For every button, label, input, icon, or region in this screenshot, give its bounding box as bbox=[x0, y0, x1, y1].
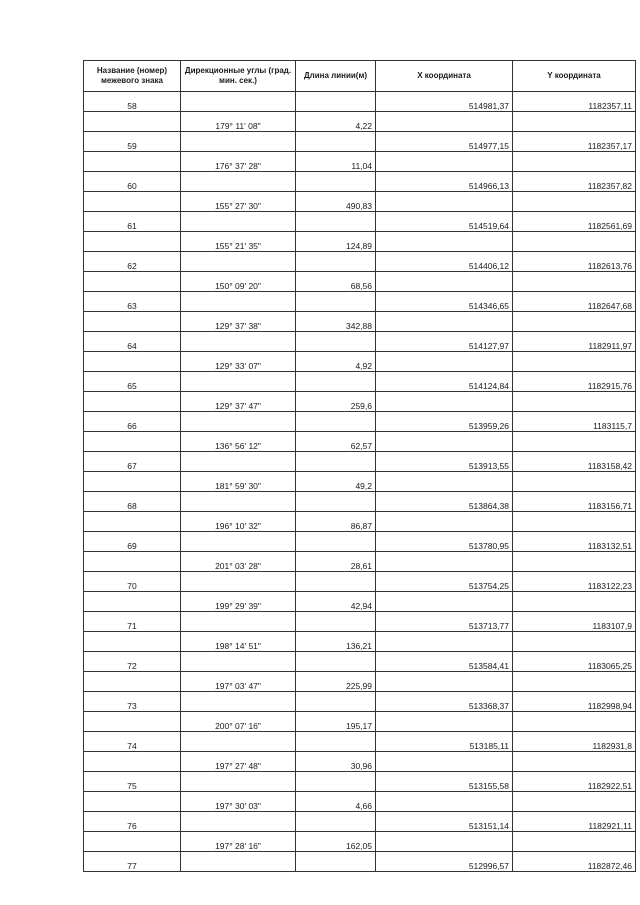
table-row bbox=[84, 732, 636, 752]
table-row bbox=[84, 652, 636, 672]
point-y: 1183115,7 bbox=[513, 412, 636, 432]
segment-angle: 155° 21' 35" bbox=[181, 232, 296, 252]
table-row bbox=[84, 312, 636, 332]
empty-cell bbox=[181, 212, 296, 232]
empty-cell bbox=[181, 252, 296, 272]
empty-cell bbox=[513, 392, 636, 412]
point-y: 1182922,51 bbox=[513, 772, 636, 792]
point-x: 514981,37 bbox=[376, 92, 513, 112]
empty-cell bbox=[376, 672, 513, 692]
point-x: 513780,95 bbox=[376, 532, 513, 552]
point-y: 1183107,9 bbox=[513, 612, 636, 632]
point-name: 71 bbox=[84, 612, 181, 632]
empty-cell bbox=[84, 832, 181, 852]
point-x: 514966,13 bbox=[376, 172, 513, 192]
segment-angle: 200° 07' 16" bbox=[181, 712, 296, 732]
point-y: 1183132,51 bbox=[513, 532, 636, 552]
table-row bbox=[84, 472, 636, 492]
empty-cell bbox=[513, 512, 636, 532]
segment-length: 68,56 bbox=[296, 272, 376, 292]
empty-cell bbox=[84, 472, 181, 492]
table-row bbox=[84, 132, 636, 152]
segment-length: 30,96 bbox=[296, 752, 376, 772]
empty-cell bbox=[84, 352, 181, 372]
table-row bbox=[84, 152, 636, 172]
empty-cell bbox=[513, 432, 636, 452]
empty-cell bbox=[296, 772, 376, 792]
empty-cell bbox=[513, 632, 636, 652]
point-x: 513959,26 bbox=[376, 412, 513, 432]
empty-cell bbox=[513, 112, 636, 132]
point-x: 514127,97 bbox=[376, 332, 513, 352]
segment-angle: 197° 03' 47" bbox=[181, 672, 296, 692]
point-y: 1182915,76 bbox=[513, 372, 636, 392]
empty-cell bbox=[513, 832, 636, 852]
table-row bbox=[84, 532, 636, 552]
empty-cell bbox=[296, 92, 376, 112]
point-y: 1182931,8 bbox=[513, 732, 636, 752]
point-x: 514977,15 bbox=[376, 132, 513, 152]
table-row bbox=[84, 552, 636, 572]
point-x: 513185,11 bbox=[376, 732, 513, 752]
empty-cell bbox=[296, 132, 376, 152]
point-y: 1183065,25 bbox=[513, 652, 636, 672]
empty-cell bbox=[181, 612, 296, 632]
empty-cell bbox=[84, 592, 181, 612]
empty-cell bbox=[513, 792, 636, 812]
point-name: 69 bbox=[84, 532, 181, 552]
empty-cell bbox=[296, 292, 376, 312]
empty-cell bbox=[181, 652, 296, 672]
empty-cell bbox=[181, 372, 296, 392]
table-row bbox=[84, 432, 636, 452]
empty-cell bbox=[513, 672, 636, 692]
table-row bbox=[84, 112, 636, 132]
segment-length: 86,87 bbox=[296, 512, 376, 532]
point-y: 1182921,11 bbox=[513, 812, 636, 832]
segment-length: 62,57 bbox=[296, 432, 376, 452]
table-row bbox=[84, 352, 636, 372]
point-y: 1182872,46 bbox=[513, 852, 636, 872]
point-y: 1182998,94 bbox=[513, 692, 636, 712]
table-row bbox=[84, 752, 636, 772]
point-name: 61 bbox=[84, 212, 181, 232]
empty-cell bbox=[181, 412, 296, 432]
segment-angle: 136° 56' 12" bbox=[181, 432, 296, 452]
table-row bbox=[84, 832, 636, 852]
table-row bbox=[84, 232, 636, 252]
empty-cell bbox=[84, 672, 181, 692]
header-length: Длина линии(м) bbox=[296, 61, 376, 92]
point-x: 514406,12 bbox=[376, 252, 513, 272]
table-row bbox=[84, 212, 636, 232]
empty-cell bbox=[296, 252, 376, 272]
empty-cell bbox=[84, 792, 181, 812]
empty-cell bbox=[84, 632, 181, 652]
empty-cell bbox=[296, 812, 376, 832]
empty-cell bbox=[181, 172, 296, 192]
point-y: 1183156,71 bbox=[513, 492, 636, 512]
empty-cell bbox=[296, 572, 376, 592]
point-x: 513713,77 bbox=[376, 612, 513, 632]
segment-angle: 176° 37' 28" bbox=[181, 152, 296, 172]
point-name: 73 bbox=[84, 692, 181, 712]
empty-cell bbox=[376, 392, 513, 412]
point-x: 512996,57 bbox=[376, 852, 513, 872]
empty-cell bbox=[181, 332, 296, 352]
empty-cell bbox=[376, 512, 513, 532]
table-row bbox=[84, 392, 636, 412]
point-y: 1182357,11 bbox=[513, 92, 636, 112]
segment-angle: 129° 37' 38" bbox=[181, 312, 296, 332]
empty-cell bbox=[296, 532, 376, 552]
segment-angle: 179° 11' 08" bbox=[181, 112, 296, 132]
empty-cell bbox=[296, 492, 376, 512]
segment-angle: 198° 14' 51" bbox=[181, 632, 296, 652]
table-row bbox=[84, 332, 636, 352]
point-name: 60 bbox=[84, 172, 181, 192]
point-y: 1182357,17 bbox=[513, 132, 636, 152]
point-y: 1183122,23 bbox=[513, 572, 636, 592]
empty-cell bbox=[376, 472, 513, 492]
point-x: 513913,55 bbox=[376, 452, 513, 472]
table-body bbox=[84, 92, 636, 872]
table-row bbox=[84, 772, 636, 792]
point-name: 70 bbox=[84, 572, 181, 592]
empty-cell bbox=[296, 172, 376, 192]
empty-cell bbox=[376, 432, 513, 452]
empty-cell bbox=[296, 692, 376, 712]
empty-cell bbox=[513, 352, 636, 372]
empty-cell bbox=[181, 732, 296, 752]
empty-cell bbox=[84, 712, 181, 732]
segment-angle: 155° 27' 30" bbox=[181, 192, 296, 212]
empty-cell bbox=[376, 792, 513, 812]
empty-cell bbox=[376, 272, 513, 292]
segment-angle: 197° 27' 48" bbox=[181, 752, 296, 772]
point-y: 1182647,68 bbox=[513, 292, 636, 312]
point-x: 514124,84 bbox=[376, 372, 513, 392]
table-row bbox=[84, 492, 636, 512]
segment-angle: 181° 59' 30" bbox=[181, 472, 296, 492]
segment-length: 4,66 bbox=[296, 792, 376, 812]
table-row bbox=[84, 172, 636, 192]
header-name: Название (номер) межевого знака bbox=[84, 61, 181, 92]
point-x: 513864,38 bbox=[376, 492, 513, 512]
empty-cell bbox=[376, 592, 513, 612]
point-name: 75 bbox=[84, 772, 181, 792]
point-name: 76 bbox=[84, 812, 181, 832]
point-name: 65 bbox=[84, 372, 181, 392]
point-name: 62 bbox=[84, 252, 181, 272]
segment-angle: 199° 29' 39" bbox=[181, 592, 296, 612]
table-row bbox=[84, 572, 636, 592]
empty-cell bbox=[376, 712, 513, 732]
empty-cell bbox=[513, 752, 636, 772]
point-y: 1182357,82 bbox=[513, 172, 636, 192]
point-x: 514346,65 bbox=[376, 292, 513, 312]
table-row bbox=[84, 192, 636, 212]
empty-cell bbox=[376, 192, 513, 212]
segment-angle: 201° 03' 28" bbox=[181, 552, 296, 572]
table-row bbox=[84, 612, 636, 632]
point-name: 72 bbox=[84, 652, 181, 672]
segment-length: 11,04 bbox=[296, 152, 376, 172]
table-header-row bbox=[84, 61, 636, 92]
empty-cell bbox=[513, 712, 636, 732]
header-angle: Дирекционные углы (град. мин. сек.) bbox=[181, 61, 296, 92]
empty-cell bbox=[84, 312, 181, 332]
empty-cell bbox=[376, 312, 513, 332]
empty-cell bbox=[181, 132, 296, 152]
table-row bbox=[84, 372, 636, 392]
empty-cell bbox=[513, 152, 636, 172]
table-row bbox=[84, 292, 636, 312]
point-x: 513754,25 bbox=[376, 572, 513, 592]
empty-cell bbox=[296, 412, 376, 432]
point-y: 1182561,69 bbox=[513, 212, 636, 232]
empty-cell bbox=[181, 532, 296, 552]
table-row bbox=[84, 272, 636, 292]
empty-cell bbox=[84, 392, 181, 412]
empty-cell bbox=[84, 152, 181, 172]
point-name: 63 bbox=[84, 292, 181, 312]
empty-cell bbox=[513, 592, 636, 612]
empty-cell bbox=[84, 112, 181, 132]
point-x: 513155,58 bbox=[376, 772, 513, 792]
empty-cell bbox=[513, 232, 636, 252]
empty-cell bbox=[181, 772, 296, 792]
empty-cell bbox=[513, 312, 636, 332]
empty-cell bbox=[84, 432, 181, 452]
point-x: 513368,37 bbox=[376, 692, 513, 712]
table-row bbox=[84, 512, 636, 532]
segment-length: 342,88 bbox=[296, 312, 376, 332]
table-row bbox=[84, 812, 636, 832]
empty-cell bbox=[296, 652, 376, 672]
table-row bbox=[84, 792, 636, 812]
point-x: 513151,14 bbox=[376, 812, 513, 832]
point-name: 66 bbox=[84, 412, 181, 432]
segment-angle: 196° 10' 32" bbox=[181, 512, 296, 532]
segment-angle: 129° 33' 07" bbox=[181, 352, 296, 372]
point-name: 77 bbox=[84, 852, 181, 872]
segment-length: 136,21 bbox=[296, 632, 376, 652]
empty-cell bbox=[181, 292, 296, 312]
segment-length: 49,2 bbox=[296, 472, 376, 492]
table-row bbox=[84, 592, 636, 612]
segment-angle: 197° 30' 03" bbox=[181, 792, 296, 812]
empty-cell bbox=[181, 812, 296, 832]
point-x: 513584,41 bbox=[376, 652, 513, 672]
empty-cell bbox=[84, 232, 181, 252]
point-name: 67 bbox=[84, 452, 181, 472]
point-name: 58 bbox=[84, 92, 181, 112]
empty-cell bbox=[513, 472, 636, 492]
table-row bbox=[84, 252, 636, 272]
point-x: 514519,64 bbox=[376, 212, 513, 232]
header-y: Y координата bbox=[513, 61, 636, 92]
segment-length: 4,92 bbox=[296, 352, 376, 372]
segment-length: 124,89 bbox=[296, 232, 376, 252]
empty-cell bbox=[376, 752, 513, 772]
empty-cell bbox=[181, 692, 296, 712]
empty-cell bbox=[296, 452, 376, 472]
segment-length: 162,05 bbox=[296, 832, 376, 852]
table-row bbox=[84, 692, 636, 712]
empty-cell bbox=[296, 332, 376, 352]
table-row bbox=[84, 92, 636, 112]
segment-length: 225,99 bbox=[296, 672, 376, 692]
coordinates-table bbox=[83, 60, 636, 872]
empty-cell bbox=[296, 212, 376, 232]
point-y: 1182613,76 bbox=[513, 252, 636, 272]
empty-cell bbox=[376, 232, 513, 252]
empty-cell bbox=[376, 632, 513, 652]
segment-length: 28,61 bbox=[296, 552, 376, 572]
point-y: 1183158,42 bbox=[513, 452, 636, 472]
empty-cell bbox=[376, 832, 513, 852]
empty-cell bbox=[296, 612, 376, 632]
table-row bbox=[84, 412, 636, 432]
table-row bbox=[84, 452, 636, 472]
empty-cell bbox=[84, 512, 181, 532]
point-y: 1182911,97 bbox=[513, 332, 636, 352]
table-row bbox=[84, 852, 636, 872]
empty-cell bbox=[296, 732, 376, 752]
segment-angle: 197° 28' 16" bbox=[181, 832, 296, 852]
empty-cell bbox=[84, 752, 181, 772]
empty-cell bbox=[84, 552, 181, 572]
segment-length: 42,94 bbox=[296, 592, 376, 612]
empty-cell bbox=[376, 152, 513, 172]
empty-cell bbox=[513, 272, 636, 292]
empty-cell bbox=[181, 572, 296, 592]
empty-cell bbox=[376, 352, 513, 372]
empty-cell bbox=[376, 112, 513, 132]
point-name: 74 bbox=[84, 732, 181, 752]
table-row bbox=[84, 632, 636, 652]
header-x: X координата bbox=[376, 61, 513, 92]
empty-cell bbox=[513, 192, 636, 212]
table-row bbox=[84, 712, 636, 732]
point-name: 59 bbox=[84, 132, 181, 152]
empty-cell bbox=[84, 192, 181, 212]
empty-cell bbox=[181, 92, 296, 112]
segment-length: 195,17 bbox=[296, 712, 376, 732]
empty-cell bbox=[181, 492, 296, 512]
empty-cell bbox=[296, 852, 376, 872]
empty-cell bbox=[84, 272, 181, 292]
empty-cell bbox=[181, 852, 296, 872]
segment-length: 259,6 bbox=[296, 392, 376, 412]
empty-cell bbox=[513, 552, 636, 572]
segment-length: 4,22 bbox=[296, 112, 376, 132]
segment-angle: 129° 37' 47" bbox=[181, 392, 296, 412]
empty-cell bbox=[181, 452, 296, 472]
point-name: 64 bbox=[84, 332, 181, 352]
point-name: 68 bbox=[84, 492, 181, 512]
segment-angle: 150° 09' 20" bbox=[181, 272, 296, 292]
empty-cell bbox=[376, 552, 513, 572]
empty-cell bbox=[296, 372, 376, 392]
segment-length: 490,83 bbox=[296, 192, 376, 212]
table-row bbox=[84, 672, 636, 692]
